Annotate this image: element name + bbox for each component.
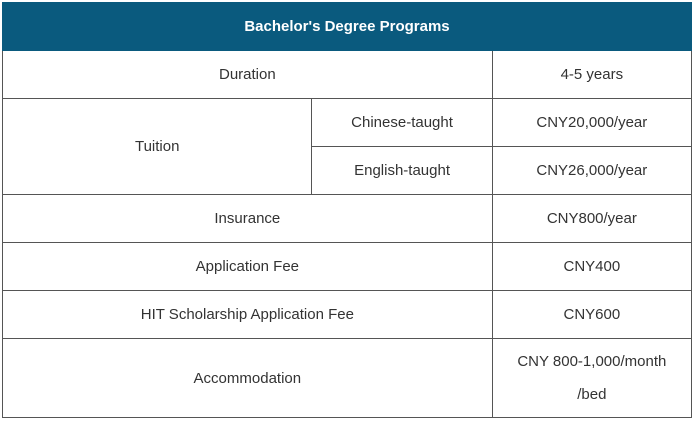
table-row-duration xyxy=(3,51,692,99)
tuition-chinese-label: Chinese-taught xyxy=(312,99,492,147)
accommodation-value-line1: CNY 800-1,000/month xyxy=(517,353,667,370)
programs-fee-table xyxy=(2,2,692,418)
insurance-value: CNY800/year xyxy=(492,195,691,243)
table-header-row xyxy=(3,3,692,51)
scholarship-fee-label: HIT Scholarship Application Fee xyxy=(3,291,493,339)
table-row-application-fee xyxy=(3,243,692,291)
tuition-english-label: English-taught xyxy=(312,147,492,195)
table-row-tuition-chinese xyxy=(3,99,692,147)
application-fee-label: Application Fee xyxy=(3,243,493,291)
table-row-accommodation xyxy=(3,339,692,418)
insurance-label: Insurance xyxy=(3,195,493,243)
table-row-scholarship-fee xyxy=(3,291,692,339)
table-row-insurance xyxy=(3,195,692,243)
scholarship-fee-value: CNY600 xyxy=(492,291,691,339)
accommodation-value-line2: /bed xyxy=(577,386,607,403)
duration-value: 4-5 years xyxy=(492,51,691,99)
tuition-english-value: CNY26,000/year xyxy=(492,147,691,195)
tuition-chinese-value: CNY20,000/year xyxy=(492,99,691,147)
accommodation-value xyxy=(492,339,691,418)
application-fee-value: CNY400 xyxy=(492,243,691,291)
accommodation-label: Accommodation xyxy=(3,339,493,418)
tuition-label: Tuition xyxy=(3,99,312,195)
table-title: Bachelor's Degree Programs xyxy=(3,3,692,51)
duration-label: Duration xyxy=(3,51,493,99)
